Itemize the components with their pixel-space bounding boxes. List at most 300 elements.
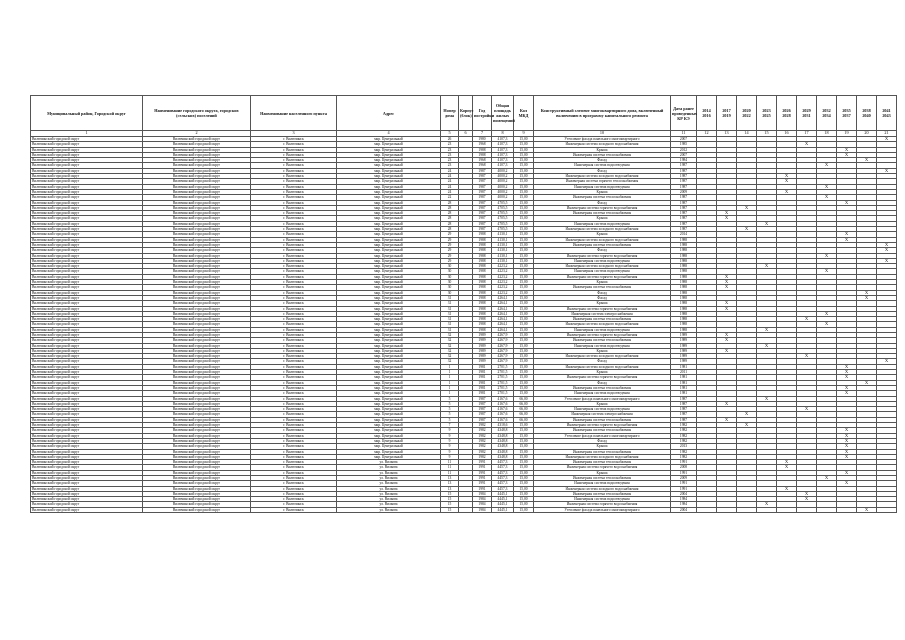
table-cell: г. Вилючинск (251, 195, 337, 200)
schedule-cell: X (737, 412, 757, 417)
table-cell: Вилючинский городской округ (31, 417, 143, 422)
table-cell: 15,00 (514, 486, 534, 491)
table-cell: мкр. Центральный (337, 327, 441, 332)
table-cell: Вилючинский городской округ (143, 370, 251, 375)
table-cell: Вилючинский городской округ (31, 237, 143, 242)
table-cell: 1987 (473, 205, 492, 210)
table-cell: 1987 (473, 195, 492, 200)
column-header: Общая площадь жилых помещений (492, 96, 514, 131)
table-cell: г. Вилючинск (251, 232, 337, 237)
document-sheet (30, 95, 896, 513)
table-cell: 1987 (473, 168, 492, 173)
table-cell: 29 (441, 258, 459, 263)
column-number: 8 (492, 131, 514, 137)
table-cell: 4264,1 (492, 311, 514, 316)
table-cell: Вилючинский городской округ (31, 179, 143, 184)
header-row (31, 96, 897, 131)
table-cell: Вилючинский городской округ (143, 168, 251, 173)
table-cell: Вилючинский городской округ (143, 142, 251, 147)
table-cell: мкр. Центральный (337, 444, 441, 449)
table-cell: г. Вилючинск (251, 142, 337, 147)
schedule-cell: X (717, 401, 737, 406)
table-cell: 1988 (473, 232, 492, 237)
table-cell: г. Вилючинск (251, 174, 337, 179)
table-cell: Вилючинский городской округ (143, 174, 251, 179)
table-cell: 1987 (671, 168, 697, 173)
table-cell: 1989 (473, 348, 492, 353)
schedule-cell: X (717, 285, 737, 290)
column-header: Конструктивный элемент многоквартирного дома, включенный включению в программу капитального ремонта (534, 96, 671, 131)
table-cell: г. Вилючинск (251, 280, 337, 285)
table-cell: 1988 (671, 301, 697, 306)
table-cell: Утепление фасада панельного многоквартирного (534, 433, 671, 438)
schedule-cell: X (717, 216, 737, 221)
schedule-cell: X (837, 232, 857, 237)
table-cell: 4130,1 (492, 258, 514, 263)
table-cell: г. Вилючинск (251, 285, 337, 290)
table-cell: г. Вилючинск (251, 491, 337, 496)
table-cell: 15,00 (514, 481, 534, 486)
schedule-cell (837, 507, 857, 512)
table-cell: Инженерная система холодного водоснабжения (534, 174, 671, 179)
column-header: Наименование населенного пункта (251, 96, 337, 131)
table-cell: Вилючинский городской округ (143, 417, 251, 422)
table-cell: 1991 (473, 481, 492, 486)
column-number: 13 (717, 131, 737, 137)
table-cell: 1988 (473, 237, 492, 242)
column-number: 4 (337, 131, 441, 137)
table-cell: мкр. Центральный (337, 200, 441, 205)
table-cell: мкр. Центральный (337, 211, 441, 216)
table-cell: Вилючинский городской округ (143, 285, 251, 290)
table-cell: 1988 (473, 327, 492, 332)
table-cell: 1 (441, 385, 459, 390)
table-cell: Крыша (534, 232, 671, 237)
table-cell: 4000,2 (492, 184, 514, 189)
table-cell: 2007 (671, 137, 697, 142)
table-cell: 30 (441, 285, 459, 290)
table-cell: 4223,2 (492, 269, 514, 274)
table-cell: 1988 (473, 301, 492, 306)
table-cell: 31 (441, 311, 459, 316)
schedule-cell: X (817, 311, 837, 316)
table-cell: 15,00 (514, 359, 534, 364)
table-cell: 15,00 (514, 370, 534, 375)
table-cell: мкр. Центральный (337, 248, 441, 253)
table-cell: ул. Вилкова (337, 460, 441, 465)
schedule-cell: X (797, 497, 817, 502)
table-cell: Вилючинский городской округ (31, 301, 143, 306)
table-cell: 1982 (671, 438, 697, 443)
table-cell: мкр. Центральный (337, 433, 441, 438)
schedule-cell: X (797, 407, 817, 412)
table-cell: Крыша (534, 216, 671, 221)
table-cell: Вилючинский городской округ (31, 317, 143, 322)
table-cell: мкр. Центральный (337, 264, 441, 269)
column-header: Муниципальный район, Городской округ (31, 96, 143, 131)
column-number: 17 (797, 131, 817, 137)
table-cell: 15,00 (514, 317, 534, 322)
table-cell: 4267,9 (492, 343, 514, 348)
table-cell: Инженерная система теплоснабжения (534, 195, 671, 200)
table-cell: 4223,2 (492, 285, 514, 290)
table-cell: 1991 (671, 486, 697, 491)
table-cell: 4107,3 (492, 137, 514, 142)
table-cell: Вилючинский городской округ (31, 152, 143, 157)
column-number: 6 (459, 131, 473, 137)
table-cell: г. Вилючинск (251, 481, 337, 486)
table-cell: 4267,9 (492, 338, 514, 343)
table-cell: 1968 (473, 163, 492, 168)
table-cell: мкр. Центральный (337, 423, 441, 428)
table-cell: Вилючинский городской округ (143, 290, 251, 295)
table-cell: г. Вилючинск (251, 380, 337, 385)
table-cell: Утепление фасада панельного многоквартирного (534, 137, 671, 142)
table-cell: г. Вилючинск (251, 306, 337, 311)
table-cell: 31 (441, 306, 459, 311)
table-cell: Инженерная система холодного водоснабжения (534, 227, 671, 232)
table-cell: 23 (441, 147, 459, 152)
table-cell: 15,00 (514, 237, 534, 242)
schedule-cell (797, 507, 817, 512)
table-cell: ул. Вилкова (337, 465, 441, 470)
table-cell: Вилючинский городской округ (143, 264, 251, 269)
table-cell: г. Вилючинск (251, 396, 337, 401)
table-cell: 30 (441, 280, 459, 285)
table-cell: г. Вилючинск (251, 391, 337, 396)
table-cell: 4445,1 (492, 497, 514, 502)
table-cell: 1988 (671, 258, 697, 263)
table-cell: 28 (441, 211, 459, 216)
table-cell: 26 (441, 137, 459, 142)
table-cell: 31 (441, 322, 459, 327)
column-number: 5 (441, 131, 459, 137)
table-cell: 1987 (671, 216, 697, 221)
table-cell: Крыша (534, 444, 671, 449)
table-cell: 1968 (473, 158, 492, 163)
table-cell: 15,00 (514, 274, 534, 279)
table-cell: 4130,1 (492, 232, 514, 237)
column-number: 14 (737, 131, 757, 137)
table-cell: Вилючинский городской округ (143, 338, 251, 343)
table-cell: 1981 (473, 380, 492, 385)
table-cell: 1989 (473, 343, 492, 348)
column-header: 2038 2040 (857, 96, 877, 131)
table-cell: 15,00 (514, 195, 534, 200)
table-cell: 1 (441, 380, 459, 385)
table-cell: 1982 (473, 428, 492, 433)
table-cell: г. Вилючинск (251, 200, 337, 205)
table-cell: мкр. Центральный (337, 184, 441, 189)
table-cell: 1984 (473, 507, 492, 512)
table-cell: 66,00 (514, 396, 534, 401)
table-cell: Вилючинский городской округ (143, 364, 251, 369)
table-cell: 15,00 (514, 311, 534, 316)
table-cell: мкр. Центральный (337, 359, 441, 364)
table-cell: г. Вилючинск (251, 137, 337, 142)
table-cell: Крыша (534, 189, 671, 194)
table-cell: мкр. Центральный (337, 343, 441, 348)
table-cell: 1980 (473, 137, 492, 142)
table-cell: г. Вилючинск (251, 317, 337, 322)
schedule-cell: X (817, 476, 837, 481)
schedule-cell: X (837, 152, 857, 157)
table-cell: мкр. Центральный (337, 322, 441, 327)
table-cell: 15,00 (514, 174, 534, 179)
column-header: 2017 2019 (717, 96, 737, 131)
table-cell: Вилючинский городской округ (143, 460, 251, 465)
table-cell: г. Вилючинск (251, 417, 337, 422)
table-cell: 15,00 (514, 211, 534, 216)
table-cell: г. Вилючинск (251, 370, 337, 375)
table-cell: Вилючинский городской округ (31, 428, 143, 433)
table-cell: Вилючинский городской округ (143, 306, 251, 311)
table-cell: Вилючинский городской округ (31, 497, 143, 502)
schedule-cell (757, 507, 777, 512)
table-cell: Вилючинский городской округ (143, 152, 251, 157)
table-cell: 1987 (473, 412, 492, 417)
table-cell: Вилючинский городской округ (31, 449, 143, 454)
table-cell: 4000,2 (492, 189, 514, 194)
schedule-cell: X (837, 470, 857, 475)
schedule-cell: X (837, 454, 857, 459)
table-cell: Вилючинский городской округ (31, 306, 143, 311)
table-cell: 13 (441, 486, 459, 491)
table-cell: 4264,1 (492, 295, 514, 300)
table-cell: мкр. Центральный (337, 417, 441, 422)
table-cell: 1988 (671, 311, 697, 316)
table-cell: 1984 (671, 502, 697, 507)
column-number: 3 (251, 131, 337, 137)
table-cell: Вилючинский городской округ (143, 216, 251, 221)
table-cell: 1988 (473, 280, 492, 285)
table-cell: 1988 (473, 152, 492, 157)
table-cell: мкр. Центральный (337, 269, 441, 274)
table-cell: мкр. Центральный (337, 158, 441, 163)
table-cell: 30 (441, 274, 459, 279)
table-cell: Инженерная система водоотведения (534, 163, 671, 168)
table-cell: мкр. Центральный (337, 152, 441, 157)
schedule-cell: X (717, 274, 737, 279)
schedule-cell: X (717, 348, 737, 353)
table-cell: Вилючинский городской округ (143, 184, 251, 189)
table-cell: Крыша (534, 348, 671, 353)
table-cell: 28 (441, 205, 459, 210)
table-cell: мкр. Центральный (337, 364, 441, 369)
schedule-cell: X (837, 433, 857, 438)
table-cell: мкр. Центральный (337, 195, 441, 200)
table-cell: Вилючинский городской округ (31, 401, 143, 406)
table-cell: Фасад (534, 248, 671, 253)
table-cell: Вилючинский городской округ (31, 253, 143, 258)
table-cell: г. Вилючинск (251, 332, 337, 337)
table-cell: Утепление фасада панельного многоквартирного (534, 396, 671, 401)
table-cell: 15,00 (514, 322, 534, 327)
table-cell: 9 (441, 438, 459, 443)
table-cell: 15,00 (514, 380, 534, 385)
table-cell: Инженерная система теплоснабжения (534, 491, 671, 496)
table-cell: Вилючинский городской округ (143, 354, 251, 359)
schedule-cell: X (837, 370, 857, 375)
table-cell: 1987 (671, 195, 697, 200)
table-cell: Вилючинский городской округ (31, 481, 143, 486)
table-cell: 1988 (671, 242, 697, 247)
table-cell: 1984 (473, 497, 492, 502)
table-cell: 1988 (671, 317, 697, 322)
table-cell: 15,00 (514, 184, 534, 189)
table-cell: Вилючинский городской округ (31, 184, 143, 189)
table-cell: 23 (441, 142, 459, 147)
table-cell: Вилючинский городской округ (31, 348, 143, 353)
table-cell: Инженерная система горячего водоснабжения (534, 205, 671, 210)
table-cell: 15,00 (514, 264, 534, 269)
table-cell: 15,00 (514, 385, 534, 390)
table-cell: г. Вилючинск (251, 290, 337, 295)
table-cell: 4348,8 (492, 433, 514, 438)
table-cell: 4348,8 (492, 444, 514, 449)
table-cell: Вилючинский городской округ (143, 465, 251, 470)
table-cell: Вилючинский городской округ (31, 476, 143, 481)
table-cell: 1988 (473, 311, 492, 316)
table-cell: 15,00 (514, 147, 534, 152)
table-cell: Вилючинский городской округ (31, 137, 143, 142)
table-cell: 15,00 (514, 491, 534, 496)
table-cell: г. Вилючинск (251, 486, 337, 491)
table-cell: Вилючинский городской округ (143, 253, 251, 258)
table-cell: Вилючинский городской округ (31, 343, 143, 348)
table-cell: Фасад (534, 438, 671, 443)
table-cell: Вилючинский городской округ (143, 258, 251, 263)
table-cell: 9 (441, 433, 459, 438)
table-cell: 2013 (671, 444, 697, 449)
table-cell: Вилючинский городской округ (143, 205, 251, 210)
table-cell: Инженерная система горячего водоснабжения (534, 253, 671, 258)
table-cell: 15 (441, 502, 459, 507)
table-cell: г. Вилючинск (251, 348, 337, 353)
table-cell: Вилючинский городской округ (143, 311, 251, 316)
table-cell: 4223,2 (492, 274, 514, 279)
table-cell: 30 (441, 290, 459, 295)
table-cell: 15,00 (514, 465, 534, 470)
table-cell: Крыша (534, 370, 671, 375)
table-cell: 1987 (671, 205, 697, 210)
table-cell: г. Вилючинск (251, 428, 337, 433)
table-cell: 1989 (473, 359, 492, 364)
table-cell: 1982 (473, 444, 492, 449)
table-cell: Инженерная система теплоснабжения (534, 242, 671, 247)
table-cell: 1988 (671, 295, 697, 300)
table-cell: 1982 (671, 428, 697, 433)
table-cell: мкр. Центральный (337, 253, 441, 258)
table-cell: Вилючинский городской округ (31, 205, 143, 210)
table-cell: г. Вилючинск (251, 258, 337, 263)
table-cell: мкр. Центральный (337, 189, 441, 194)
table-cell: Вилючинский городской округ (31, 189, 143, 194)
table-cell: 1981 (473, 370, 492, 375)
column-header: 2014 2016 (697, 96, 717, 131)
table-cell: 15,00 (514, 433, 534, 438)
table-cell: мкр. Центральный (337, 227, 441, 232)
table-cell: 4267,9 (492, 348, 514, 353)
schedule-cell: X (757, 343, 777, 348)
table-cell: 1982 (671, 433, 697, 438)
table-cell: Вилючинский городской округ (31, 227, 143, 232)
table-cell: Вилючинский городской округ (31, 423, 143, 428)
table-cell: 4457,3 (492, 486, 514, 491)
table-cell: Инженерная система горячего водоснабжения (534, 502, 671, 507)
table-cell: 1982 (473, 454, 492, 459)
table-cell: Инженерная система водоотведения (534, 343, 671, 348)
table-cell: 4457,3 (492, 481, 514, 486)
table-cell: 4167,6 (492, 412, 514, 417)
table-cell: Инженерная система теплоснабжения (534, 285, 671, 290)
column-header: 2020 2022 (737, 96, 757, 131)
table-cell: 2009 (671, 189, 697, 194)
table-cell: Инженерная система горячего водоснабжения (534, 465, 671, 470)
table-cell: г. Вилючинск (251, 502, 337, 507)
table-cell: Вилючинский городской округ (31, 322, 143, 327)
table-cell: Инженерная система водоотведения (534, 497, 671, 502)
table-cell: 1987 (473, 179, 492, 184)
table-cell: 1988 (671, 253, 697, 258)
schedule-cell: X (877, 168, 897, 173)
column-number: 15 (757, 131, 777, 137)
table-cell: мкр. Центральный (337, 168, 441, 173)
table-cell: мкр. Центральный (337, 454, 441, 459)
table-cell: ул. Вилкова (337, 486, 441, 491)
schedule-cell: X (757, 502, 777, 507)
table-cell: 4107,3 (492, 152, 514, 157)
table-cell: г. Вилючинск (251, 152, 337, 157)
schedule-cell: X (837, 444, 857, 449)
table-cell: 15,00 (514, 364, 534, 369)
table-cell: г. Вилючинск (251, 444, 337, 449)
table-cell: мкр. Центральный (337, 274, 441, 279)
table-cell: 2009 (671, 476, 697, 481)
table-cell: мкр. Центральный (337, 242, 441, 247)
table-cell: Инженерная система холодного водоснабжения (534, 364, 671, 369)
table-cell: 1987 (671, 211, 697, 216)
table-cell: Вилючинский городской округ (31, 507, 143, 512)
table-cell: 1982 (473, 423, 492, 428)
table-cell: 5 (441, 401, 459, 406)
table-cell: Вилючинский городской округ (143, 407, 251, 412)
table-cell: 1988 (473, 295, 492, 300)
schedule-cell: X (717, 211, 737, 216)
table-cell: 4130,1 (492, 248, 514, 253)
table-cell: 1988 (473, 290, 492, 295)
schedule-cell (737, 507, 757, 512)
table-cell: 1987 (671, 221, 697, 226)
table-cell: 4267,9 (492, 359, 514, 364)
table-cell: Вилючинский городской округ (31, 470, 143, 475)
table-cell: 28 (441, 216, 459, 221)
table-cell: 4445,1 (492, 502, 514, 507)
table-cell: Инженерная система теплоснабжения (534, 476, 671, 481)
table-cell: 1989 (671, 354, 697, 359)
table-cell: Вилючинский городской округ (31, 195, 143, 200)
table-cell: 11 (441, 465, 459, 470)
schedule-cell: X (817, 184, 837, 189)
table-cell: 11 (441, 460, 459, 465)
table-cell: 15,00 (514, 449, 534, 454)
table-cell: 1988 (671, 264, 697, 269)
table-cell: 1987 (473, 200, 492, 205)
table-cell: Вилючинский городской округ (31, 465, 143, 470)
table-cell: Вилючинский городской округ (31, 407, 143, 412)
table-cell: 1984 (671, 158, 697, 163)
table-cell: 1982 (473, 433, 492, 438)
